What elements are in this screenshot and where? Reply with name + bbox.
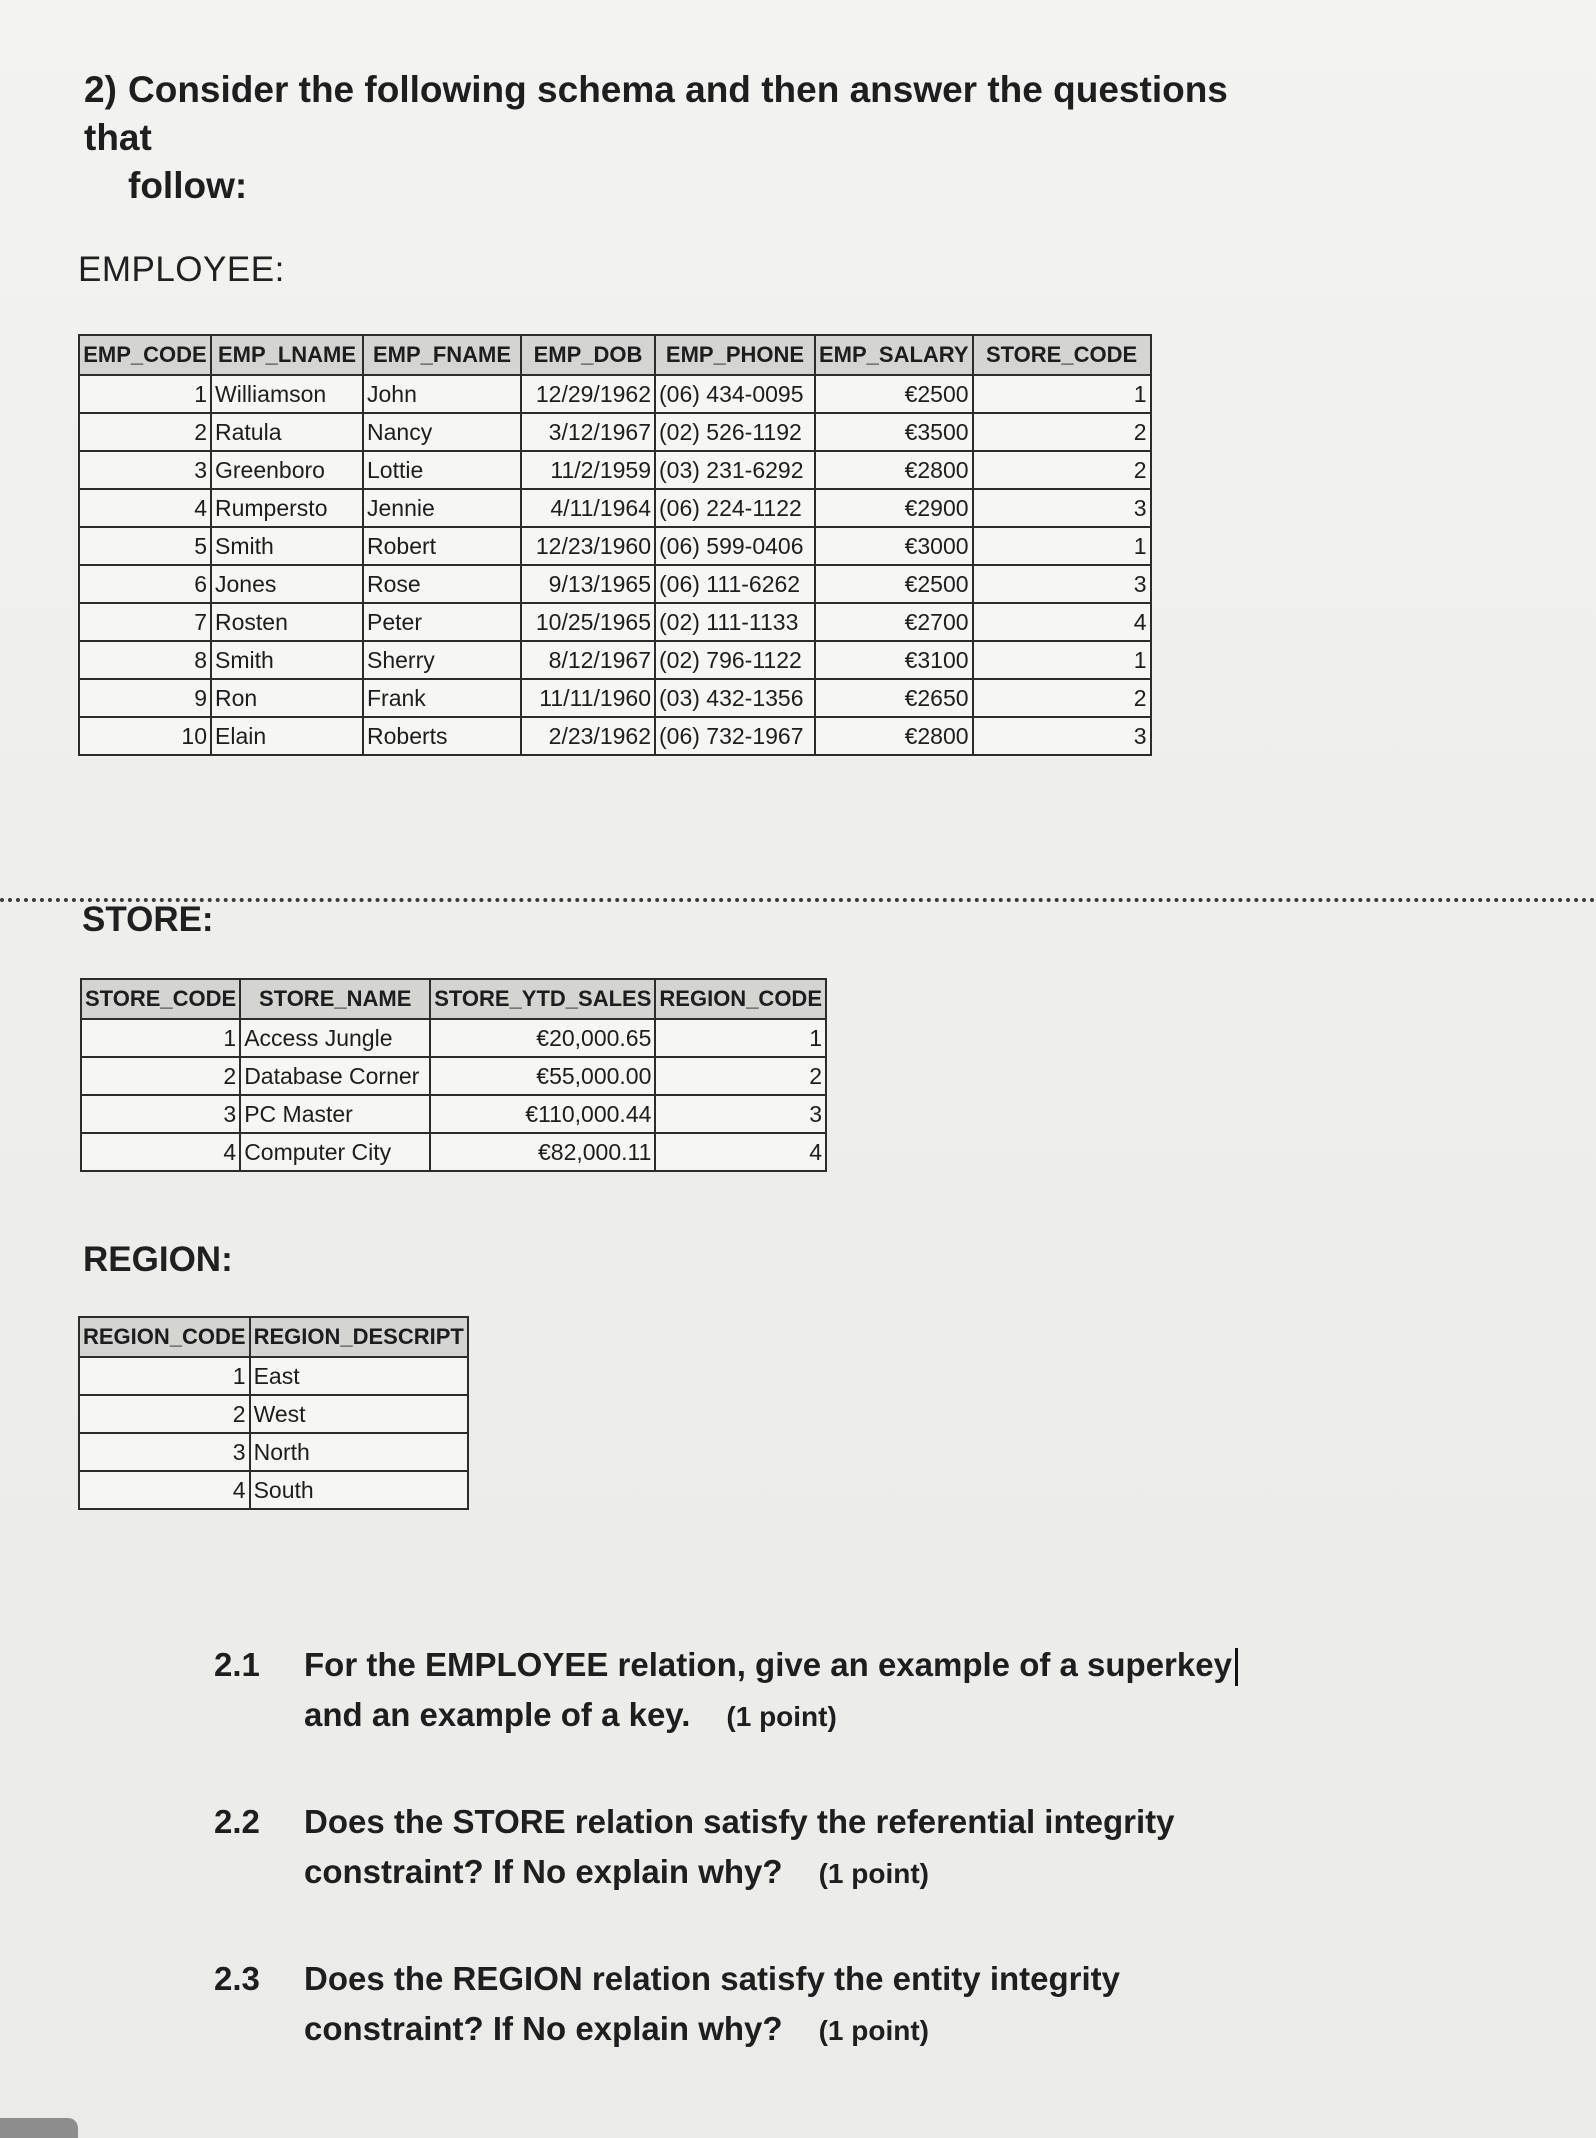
table-cell: €2650 — [815, 679, 973, 717]
table-cell: North — [250, 1433, 468, 1471]
table-row — [79, 375, 1151, 413]
table-cell: 10/25/1965 — [521, 603, 655, 641]
table-cell: Rumpersto — [211, 489, 363, 527]
table-cell: 4 — [655, 1133, 826, 1171]
table-row — [79, 679, 1151, 717]
table-cell: 2 — [655, 1057, 826, 1095]
points-label: (1 point) — [818, 2015, 929, 2046]
table-cell: 3/12/1967 — [521, 413, 655, 451]
question-number: 2) — [84, 69, 117, 110]
subquestion-text: For the EMPLOYEE relation, give an example of a superkey — [304, 1646, 1232, 1683]
table-cell: (06) 434-0095 — [655, 375, 815, 413]
col-header: REGION_DESCRIPT — [250, 1317, 468, 1357]
table-row — [79, 717, 1151, 755]
table-cell: 2/23/1962 — [521, 717, 655, 755]
col-header: EMP_SALARY — [815, 335, 973, 375]
table-cell: Peter — [363, 603, 521, 641]
employee-table — [78, 334, 1152, 756]
col-header: STORE_YTD_SALES — [430, 979, 655, 1019]
table-cell: 11/11/1960 — [521, 679, 655, 717]
table-cell: 8/12/1967 — [521, 641, 655, 679]
table-cell: €3100 — [815, 641, 973, 679]
text-cursor — [1235, 1648, 1238, 1686]
table-cell: (03) 432-1356 — [655, 679, 815, 717]
table-cell: 4 — [79, 489, 211, 527]
table-cell: €20,000.65 — [430, 1019, 655, 1057]
table-row — [79, 603, 1151, 641]
table-row — [79, 565, 1151, 603]
table-cell: 4/11/1964 — [521, 489, 655, 527]
table-cell: 4 — [81, 1133, 240, 1171]
table-cell: €2800 — [815, 717, 973, 755]
table-cell: 1 — [973, 375, 1151, 413]
subquestion-text: and an example of a key. — [304, 1696, 691, 1733]
col-header: STORE_NAME — [240, 979, 430, 1019]
table-row — [79, 1433, 468, 1471]
question-heading — [84, 66, 1284, 210]
col-header: EMP_PHONE — [655, 335, 815, 375]
table-row — [79, 489, 1151, 527]
region-header-row — [79, 1317, 468, 1357]
table-cell: Greenboro — [211, 451, 363, 489]
table-cell: West — [250, 1395, 468, 1433]
dotted-divider — [0, 898, 1596, 902]
table-cell: 4 — [973, 603, 1151, 641]
table-cell: 5 — [79, 527, 211, 565]
table-row — [79, 1357, 468, 1395]
store-label: STORE: — [82, 900, 214, 939]
table-cell: 1 — [655, 1019, 826, 1057]
col-header: EMP_DOB — [521, 335, 655, 375]
table-cell: 2 — [79, 1395, 250, 1433]
table-cell: Lottie — [363, 451, 521, 489]
table-cell: 11/2/1959 — [521, 451, 655, 489]
table-cell: Smith — [211, 527, 363, 565]
table-cell: 4 — [79, 1471, 250, 1509]
col-header: REGION_CODE — [79, 1317, 250, 1357]
table-cell: €55,000.00 — [430, 1057, 655, 1095]
col-header: REGION_CODE — [655, 979, 826, 1019]
subquestion-text: constraint? If No explain why? — [304, 2010, 783, 2047]
table-cell: Nancy — [363, 413, 521, 451]
table-cell: Ratula — [211, 413, 363, 451]
table-row — [81, 1095, 826, 1133]
table-cell: 1 — [79, 1357, 250, 1395]
store-table — [80, 978, 827, 1172]
table-cell: (02) 111-1133 — [655, 603, 815, 641]
table-cell: 2 — [973, 451, 1151, 489]
table-row — [79, 413, 1151, 451]
subquestion-number: 2.2 — [214, 1803, 260, 1840]
subquestion-line-2 — [214, 2004, 1414, 2056]
table-cell: Williamson — [211, 375, 363, 413]
table-row — [79, 1471, 468, 1509]
subquestion-line-2 — [214, 1847, 1414, 1899]
employee-header-row — [79, 335, 1151, 375]
col-header: STORE_CODE — [81, 979, 240, 1019]
table-cell: Sherry — [363, 641, 521, 679]
table-cell: Elain — [211, 717, 363, 755]
table-cell: Rose — [363, 565, 521, 603]
question-line-2: follow: — [128, 165, 248, 206]
table-cell: 1 — [79, 375, 211, 413]
subquestion-2-2 — [214, 1797, 1414, 1899]
subquestion-line-2 — [214, 1690, 1414, 1742]
table-cell: 1 — [81, 1019, 240, 1057]
col-header: EMP_FNAME — [363, 335, 521, 375]
col-header: STORE_CODE — [973, 335, 1151, 375]
table-cell: 2 — [79, 413, 211, 451]
employee-label: EMPLOYEE: — [78, 250, 285, 289]
table-row — [79, 641, 1151, 679]
table-cell: 1 — [973, 527, 1151, 565]
table-cell: 3 — [79, 1433, 250, 1471]
table-row — [81, 1133, 826, 1171]
col-header: EMP_LNAME — [211, 335, 363, 375]
subquestion-line-1 — [214, 1640, 1414, 1690]
table-cell: Database Corner — [240, 1057, 430, 1095]
region-label: REGION: — [83, 1240, 233, 1279]
table-cell: 3 — [973, 489, 1151, 527]
table-cell: 2 — [973, 679, 1151, 717]
table-cell: 12/23/1960 — [521, 527, 655, 565]
table-cell: (06) 732-1967 — [655, 717, 815, 755]
table-cell: Jennie — [363, 489, 521, 527]
table-cell: (02) 526-1192 — [655, 413, 815, 451]
table-cell: Smith — [211, 641, 363, 679]
subquestion-line-1: Does the REGION relation satisfy the entity integrity — [304, 1960, 1120, 1997]
question-line-1: Consider the following schema and then answer the questions that — [84, 69, 1228, 158]
table-cell: Access Jungle — [240, 1019, 430, 1057]
table-row — [79, 1395, 468, 1433]
table-cell: 1 — [973, 641, 1151, 679]
points-label: (1 point) — [818, 1858, 929, 1889]
table-cell: €3500 — [815, 413, 973, 451]
table-cell: Jones — [211, 565, 363, 603]
table-cell: 9/13/1965 — [521, 565, 655, 603]
table-cell: PC Master — [240, 1095, 430, 1133]
table-cell: Computer City — [240, 1133, 430, 1171]
table-cell: Robert — [363, 527, 521, 565]
corner-tab — [0, 2118, 78, 2138]
subquestion-number: 2.3 — [214, 1960, 260, 1997]
table-cell: Frank — [363, 679, 521, 717]
table-cell: 6 — [79, 565, 211, 603]
table-cell: 3 — [973, 565, 1151, 603]
table-cell: 9 — [79, 679, 211, 717]
table-cell: (06) 599-0406 — [655, 527, 815, 565]
table-cell: €2900 — [815, 489, 973, 527]
table-cell: 7 — [79, 603, 211, 641]
table-cell: 3 — [973, 717, 1151, 755]
table-row — [79, 451, 1151, 489]
table-cell: Ron — [211, 679, 363, 717]
table-cell: South — [250, 1471, 468, 1509]
table-cell: €2700 — [815, 603, 973, 641]
table-cell: 10 — [79, 717, 211, 755]
subquestion-2-1 — [214, 1640, 1414, 1742]
table-cell: John — [363, 375, 521, 413]
table-cell: €3000 — [815, 527, 973, 565]
table-cell: (03) 231-6292 — [655, 451, 815, 489]
table-cell: 12/29/1962 — [521, 375, 655, 413]
table-row — [79, 527, 1151, 565]
table-cell: 3 — [81, 1095, 240, 1133]
table-cell: €2800 — [815, 451, 973, 489]
col-header: EMP_CODE — [79, 335, 211, 375]
store-header-row — [81, 979, 826, 1019]
points-label: (1 point) — [726, 1701, 837, 1732]
table-cell: (06) 111-6262 — [655, 565, 815, 603]
table-cell: (02) 796-1122 — [655, 641, 815, 679]
table-cell: 2 — [973, 413, 1151, 451]
table-cell: €2500 — [815, 565, 973, 603]
table-cell: Roberts — [363, 717, 521, 755]
subquestion-number: 2.1 — [214, 1646, 260, 1683]
table-cell: 3 — [79, 451, 211, 489]
table-cell: 2 — [81, 1057, 240, 1095]
table-cell: 3 — [655, 1095, 826, 1133]
table-cell: €2500 — [815, 375, 973, 413]
subquestion-line-1: Does the STORE relation satisfy the referential integrity — [304, 1803, 1175, 1840]
subquestion-2-3 — [214, 1954, 1414, 2056]
table-cell: €82,000.11 — [430, 1133, 655, 1171]
table-cell: €110,000.44 — [430, 1095, 655, 1133]
region-table — [78, 1316, 469, 1510]
table-row — [81, 1019, 826, 1057]
subquestion-text: constraint? If No explain why? — [304, 1853, 783, 1890]
table-cell: Rosten — [211, 603, 363, 641]
table-cell: (06) 224-1122 — [655, 489, 815, 527]
table-row — [81, 1057, 826, 1095]
table-cell: 8 — [79, 641, 211, 679]
table-cell: East — [250, 1357, 468, 1395]
